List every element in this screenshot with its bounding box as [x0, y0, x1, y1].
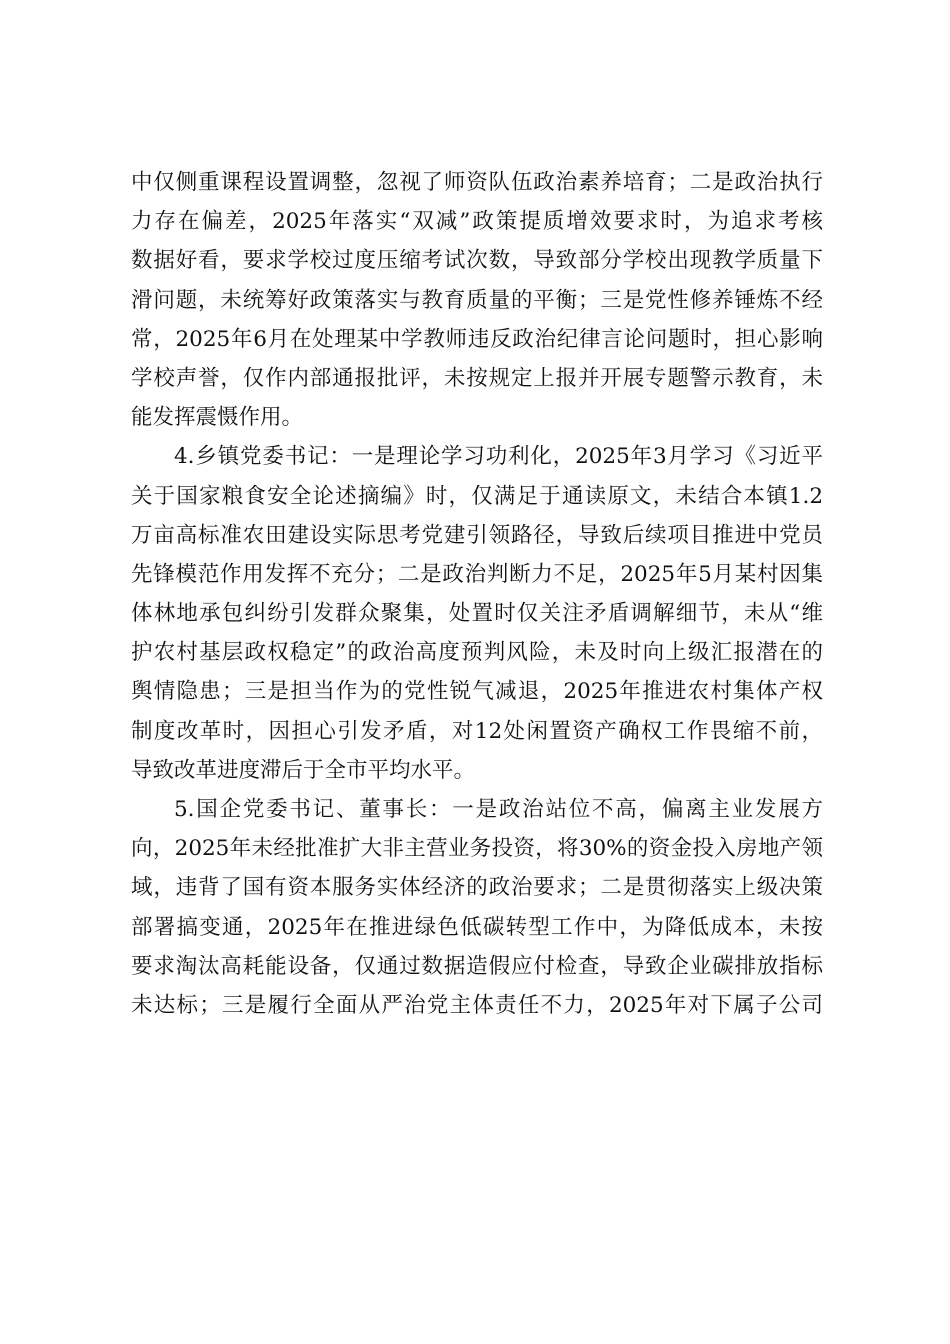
- text-line: 导致改革进度滞后于全市平均水平。: [131, 757, 476, 783]
- text-line: 常，2025年6月在处理某中学教师违反政治纪律言论问题时，担心影响: [131, 326, 823, 352]
- text-line: 力存在偏差，2025年落实“双减”政策提质增效要求时，为追求考核: [131, 209, 823, 235]
- text-line: 5.国企党委书记、董事长：一是政治站位不高，偏离主业发展方: [174, 797, 823, 822]
- text-line: 要求淘汰高耗能设备，仅通过数据造假应付检查，导致企业碳排放指标: [131, 953, 823, 979]
- text-line: 制度改革时，因担心引发矛盾，对12处闲置资产确权工作畏缩不前，: [131, 718, 823, 744]
- text-line: 护农村基层政权稳定”的政治高度预判风险，未及时向上级汇报潜在的: [131, 640, 823, 666]
- paragraph-continued: [131, 163, 823, 437]
- text-line: 向，2025年未经批准扩大非主营业务投资，将30%的资金投入房地产领: [131, 836, 823, 862]
- text-line: 中仅侧重课程设置调整，忽视了师资队伍政治素养培育；二是政治执行: [131, 170, 823, 195]
- text-line: 数据好看，要求学校过度压缩考试次数，导致部分学校出现教学质量下: [131, 248, 823, 274]
- text-line: 4.乡镇党委书记：一是理论学习功利化，2025年3月学习《习近平: [174, 444, 823, 470]
- paragraph-township-secretary: [131, 437, 823, 790]
- text-line: 能发挥震慑作用。: [131, 405, 304, 431]
- text-line: 万亩高标准农田建设实际思考党建引领路径，导致后续项目推进中党员: [131, 522, 823, 548]
- paragraph-soe-secretary: [131, 790, 823, 1025]
- text-line: 舆情隐患；三是担当作为的党性锐气减退，2025年推进农村集体产权: [131, 679, 823, 705]
- text-line: 关于国家粮食安全论述摘编》时，仅满足于通读原文，未结合本镇1.2: [131, 483, 823, 509]
- text-line: 体林地承包纠纷引发群众聚集，处置时仅关注矛盾调解细节，未从“维: [131, 601, 823, 627]
- text-line: 部署搞变通，2025年在推进绿色低碳转型工作中，为降低成本，未按: [131, 914, 823, 940]
- text-line: 滑问题，未统筹好政策落实与教育质量的平衡；三是党性修养锤炼不经: [131, 287, 823, 313]
- text-line: 域，违背了国有资本服务实体经济的政治要求；二是贯彻落实上级决策: [131, 875, 823, 901]
- document-body: [131, 163, 823, 1025]
- text-line: 学校声誉，仅作内部通报批评，未按规定上报并开展专题警示教育，未: [131, 365, 823, 391]
- text-line: 未达标；三是履行全面从严治党主体责任不力，2025年对下属子公司: [131, 992, 823, 1018]
- text-line: 先锋模范作用发挥不充分；二是政治判断力不足，2025年5月某村因集: [131, 561, 823, 587]
